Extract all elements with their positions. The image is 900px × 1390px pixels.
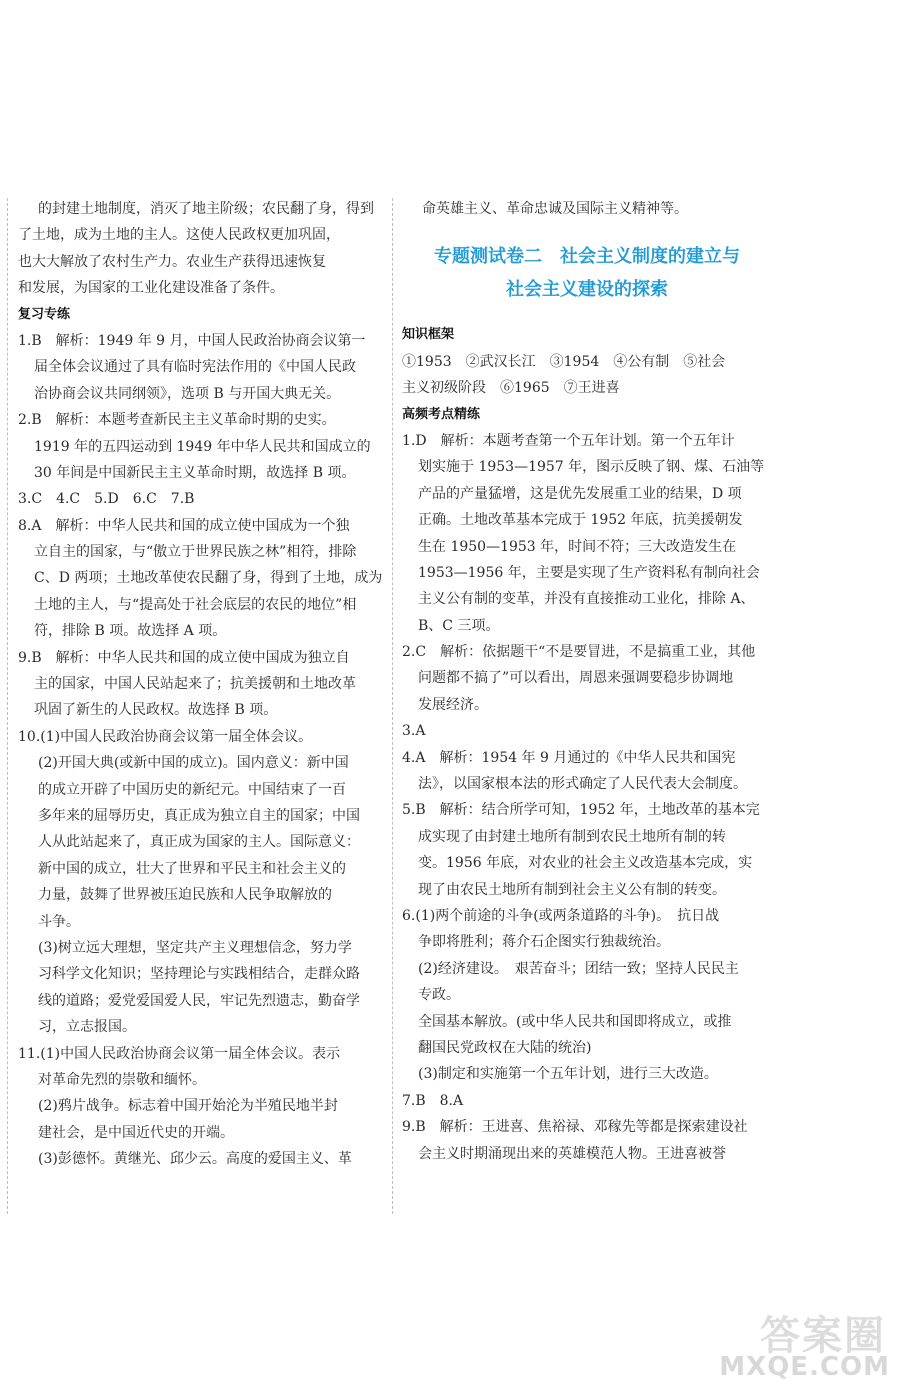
answer-line: 多年来的屈辱历史，真正成为独立自主的国家；中国 <box>38 807 360 824</box>
answer-line: 3.A <box>402 723 426 740</box>
answer-line: 届全体会议通过了具有临时宪法作用的《中国人民政 <box>34 359 356 376</box>
section-heading-review: 复习专练 <box>18 306 71 322</box>
answer-line: 1953—1956 年，主要是实现了生产资料私有制向社会 <box>418 564 760 581</box>
answer-line: 问题都不搞了”可以看出，周恩来强调要稳步协调地 <box>418 670 734 687</box>
answer-line: 划实施于 1953—1957 年，图示反映了钢、煤、石油等 <box>418 459 765 476</box>
text-line: 的封建土地制度，消灭了地主阶级；农民翻了身，得到 <box>38 201 374 217</box>
answer-line: (3)树立远大理想，坚定共产主义理想信念，努力学 <box>38 939 352 956</box>
right-column <box>402 196 772 1167</box>
answer-line: 30 年间是中国新民主主义革命时期，故选择 B 项。 <box>34 464 356 481</box>
answer-line: 7.B 8.A <box>402 1092 464 1109</box>
section-heading-practice: 高频考点精练 <box>402 406 481 422</box>
answer-line: 巩固了新生的人民政权。故选择 B 项。 <box>34 702 278 719</box>
answer-line: 法》，以国家根本法的形式确定了人民代表大会制度。 <box>418 776 747 793</box>
answer-line: 符，排除 B 项。故选择 A 项。 <box>34 623 227 640</box>
framework-line: ①1953 ②武汉长江 ③1954 ④公有制 ⑤社会 <box>402 353 726 370</box>
section-title <box>402 240 772 306</box>
answer-line: (2)开国大典(或新中国的成立)。国内意义：新中国 <box>38 755 349 772</box>
answer-line: 3.C 4.C 5.D 6.C 7.B <box>18 491 195 508</box>
answer-line: 专政。 <box>418 987 460 1004</box>
answer-line: 建社会，是中国近代史的开端。 <box>38 1124 234 1141</box>
answer-line: 10.(1)中国人民政治协商会议第一届全体会议。 <box>18 728 313 745</box>
answer-line: (3)彭德怀。黄继光、邱少云。高度的爱国主义、革 <box>38 1151 352 1168</box>
answer-line: 正确。土地改革基本完成于 1952 年底，抗美援朝发 <box>418 512 743 529</box>
left-margin-divider <box>7 198 8 1214</box>
answer-line: 全国基本解放。(或中华人民共和国即将成立，或推 <box>418 1013 732 1030</box>
answer-line: C、D 两项；土地改革使农民翻了身，得到了土地，成为 <box>34 570 383 587</box>
answer-line: 现了由农民土地所有制到社会主义公有制的转变。 <box>418 881 726 898</box>
text-line: 了土地，成为土地的主人。这使人民政权更加巩固， <box>18 227 340 244</box>
answer-line: 11.(1)中国人民政治协商会议第一届全体会议。表示 <box>18 1045 341 1062</box>
answer-line: 线的道路；爱党爱国爱人民，牢记先烈遗志，勤奋学 <box>38 992 360 1009</box>
answer-line: 9.B 解析：中华人民共和国的成立使中国成为独立自 <box>18 649 350 666</box>
watermark-url: MXQE.COM <box>719 1352 890 1382</box>
answer-line: 争即将胜利；蒋介石企图实行独裁统治。 <box>418 934 670 951</box>
answer-line: 翻国民党政权在大陆的统治) <box>418 1039 592 1056</box>
answer-line: 生在 1950—1953 年，时间不符；三大改造发生在 <box>418 538 737 555</box>
answer-line: (3)制定和实施第一个五年计划，进行三大改造。 <box>418 1066 718 1083</box>
text-line: 命英雄主义、革命忠诚及国际主义精神等。 <box>422 201 688 217</box>
answer-line: 主的国家，中国人民站起来了；抗美援朝和土地改革 <box>34 676 356 693</box>
answer-line: 土地的主人，与“提高处于社会底层的农民的地位”相 <box>34 596 357 613</box>
answer-line: 产品的产量猛增，这是优先发展重工业的结果，D 项 <box>418 485 742 502</box>
answer-line: 2.B 解析：本题考查新民主主义革命时期的史实。 <box>18 412 336 429</box>
section-title-line: 社会主义建设的探索 <box>506 279 668 301</box>
answer-line: 1.D 解析：本题考查第一个五年计划。第一个五年计 <box>402 432 735 449</box>
answer-line: 斗争。 <box>38 913 80 930</box>
answer-line: 变。1956 年底，对农业的社会主义改造基本完成，实 <box>418 855 753 872</box>
answer-line: 8.A 解析：中华人民共和国的成立使中国成为一个独 <box>18 517 350 534</box>
answer-line: 5.B 解析：结合所学可知，1952 年，土地改革的基本完 <box>402 802 760 819</box>
left-column <box>18 196 383 1172</box>
answer-line: 1919 年的五四运动到 1949 年中华人民共和国成立的 <box>34 438 371 455</box>
answer-line: 新中国的成立，壮大了世界和平民主和社会主义的 <box>38 860 346 877</box>
answer-line: 立自主的国家，与“傲立于世界民族之林”相符，排除 <box>34 544 357 561</box>
answer-line: (2)经济建设。 艰苦奋斗；团结一致；坚持人民民主 <box>418 960 739 977</box>
answer-line: 的成立开辟了中国历史的新纪元。中国结束了一百 <box>38 781 346 798</box>
answer-line: 6.(1)两个前途的斗争(或两条道路的斗争)。 抗日战 <box>402 907 720 924</box>
answer-line: 会主义时期涌现出来的英雄模范人物。王进喜被誉 <box>418 1145 726 1162</box>
answer-line: 力量，鼓舞了世界被压迫民族和人民争取解放的 <box>38 887 332 904</box>
watermark <box>720 1300 900 1386</box>
text-line: 和发展，为国家的工业化建设准备了条件。 <box>18 280 284 297</box>
answer-line: 人从此站起来了，真正成为国家的主人。国际意义： <box>38 834 360 851</box>
answer-line: (2)鸦片战争。标志着中国开始沦为半殖民地半封 <box>38 1098 338 1115</box>
section-heading-framework: 知识框架 <box>402 327 455 343</box>
answer-line: 习科学文化知识；坚持理论与实践相结合，走群众路 <box>38 966 360 983</box>
section-title-line: 专题测试卷二 社会主义制度的建立与 <box>434 246 740 268</box>
watermark-logo: 答案圈 <box>760 1313 886 1359</box>
text-line: 也大大解放了农村生产力。农业生产获得迅速恢复 <box>18 253 326 270</box>
answer-line: 9.B 解析：王进喜、焦裕禄、邓稼先等都是探索建设社 <box>402 1119 748 1136</box>
answer-line: 1.B 解析：1949 年 9 月，中国人民政治协商会议第一 <box>18 332 366 349</box>
answer-line: 4.A 解析：1954 年 9 月通过的《中华人民共和国宪 <box>402 749 736 766</box>
answer-line: 治协商会议共同纲领》，选项 B 与开国大典无关。 <box>34 385 341 402</box>
answer-line: 对革命先烈的崇敬和缅怀。 <box>38 1071 206 1088</box>
answer-line: 主义公有制的变革，并没有直接推动工业化，排除 A、 <box>418 591 755 608</box>
answer-line: B、C 三项。 <box>418 617 500 634</box>
answer-line: 习，立志报国。 <box>38 1019 136 1036</box>
framework-line: 主义初级阶段 ⑥1965 ⑦王进喜 <box>402 380 620 397</box>
answer-line: 2.C 解析：依据题干“不是要冒进，不是搞重工业，其他 <box>402 644 756 661</box>
column-divider <box>392 198 393 1214</box>
answer-line: 成实现了由封建土地所有制到农民土地所有制的转 <box>418 828 726 845</box>
answer-line: 发展经济。 <box>418 696 488 713</box>
